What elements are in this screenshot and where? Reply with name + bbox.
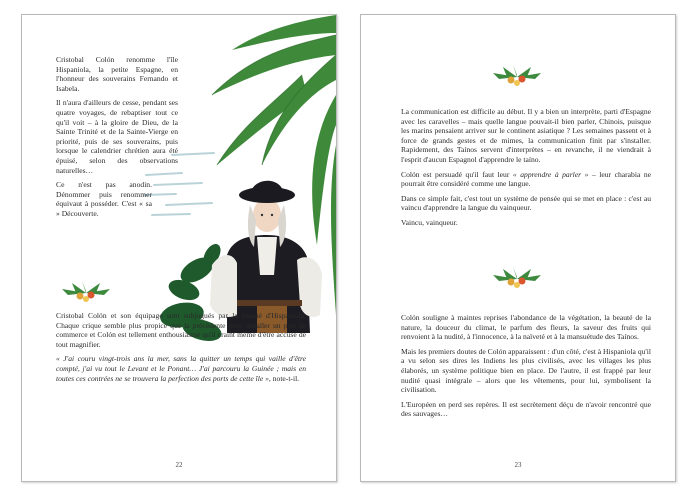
paragraph: Vaincu, vainqueur. [401,217,458,227]
right-text-bottom [401,313,651,424]
paragraph: L'Européen en perd ses repères. Il est secrètement déçu de n'avoir rencontré que des sauvages… [401,399,651,419]
page-number-left: 22 [175,461,183,469]
paragraph: Il n'aura d'ailleurs de cesse, pendant ses quatre voyages, de rebaptiser tout ce qu'il voit – à la gloire de Dieu, de la Sainte Trinité et de la Sainte-Vierge en priorité, puis de ses souverains, puis lorsque le calendrier chrétien aura été épuisé, selon des observations naturelles… [56,98,178,175]
colon-pre: Colón est persuadé qu'il faut leur [401,169,513,179]
paragraph: Cristobal Colón renomme l'île Hispaniola, la petite Espagne, en l'honneur des souverains Fernando et Isabela. [56,55,178,93]
paragraph: Cristobal Colón et son équipage sont subjugués par la beauté d'Hispaniola. Chaque crique semble plus propice que la précédente pour installer un port de commerce et Colón est tellement enthousiasmé qu'il craint même d'être accusé de tout magnifier. [56,311,306,349]
floral-ornament-icon [489,265,545,291]
page-number-right: 23 [514,461,522,469]
left-text-top [56,55,178,224]
paragraph: La communication est difficile au début. Il y a bien un interprète, parti d'Espagne avec les caravelles – mais quelle langue pouvait-il bien parler, Chinois, puisque les marins pensaient arriver sur le continent asiatique ? Les semaines passent et à force de grands gestes et de mimes, la communication finit par s'installer. Rapidement, des Taínos servent d'interprètes – en revanche, il ne viendrait à l'esprit d'aucun Espagnol d'apprendre le taíno. [401,107,651,164]
right-text-top [401,107,651,233]
colon-italic: « apprendre à parler » [512,169,589,179]
paragraph: Dans ce simple fait, c'est tout un système de pensée qui se met en place : c'est au vaincu d'apprendre la langue du vainqueur. [401,193,651,213]
quote-paragraph [56,354,306,383]
left-text-bottom [56,311,306,388]
paragraph: Ce n'est pas anodin. Dénommer puis renommer équivaut à posséder. C'est « sa » Découverte. [56,180,152,218]
floral-ornament-icon [58,279,114,305]
paragraph: Colón souligne à maintes reprises l'abondance de la végétation, la beauté de la nature, la douceur du climat, le parfum des fleurs, la saveur des fruits qui renvoient à la nudité, à l'innocence, à la naïveté et à la mansuétude des Taínos. [401,313,651,342]
right-page [360,14,676,482]
left-page [21,14,337,482]
paragraph [401,170,651,189]
quote-text: « J'ai couru vingt-trois ans la mer, sans la quitter un temps qui vaille d'être compté, j'ai vu tout le Levant et le Ponant… J'ai parcouru la Guinée ; mais en toutes ces contrées ne se trouvera la perfection des ports de cette île » [56,354,306,383]
colon-post: – leur charabia ne pourrait être considéré comme une langue. [401,169,652,189]
paragraph: Mais les premiers doutes de Colón apparaissent : d'un côté, c'est à Hispaniola qu'il a vu selon ses dires les Indiens les plus civilisés, avec les villages les plus élaborés, un système politique bien en place. De l'autre, il est frappé par leur nudité quasi intégrale – alors que les vêtements, pour lui, symbolisent la civilisation. [401,346,652,395]
quote-tail: , note-t-il. [268,373,300,383]
floral-ornament-icon [489,63,545,89]
